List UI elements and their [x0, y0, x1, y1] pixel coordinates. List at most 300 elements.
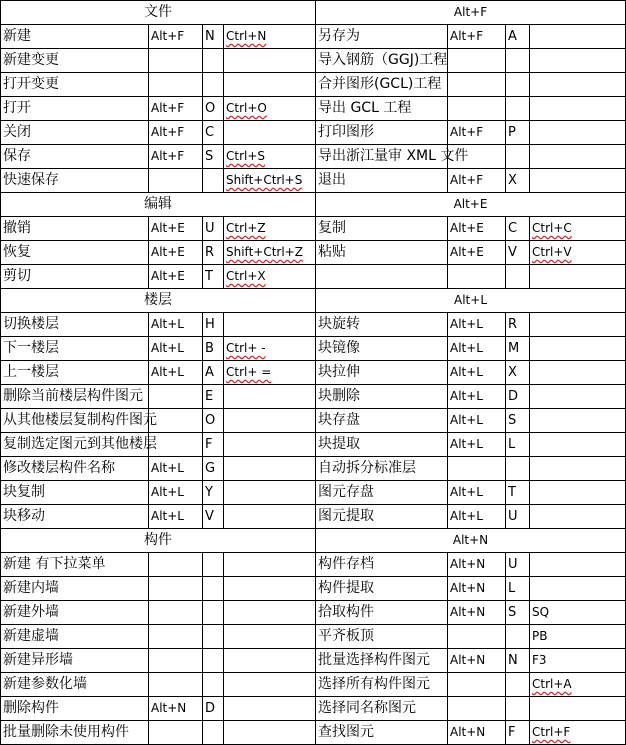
- menu-modifier-text: Alt+F: [151, 29, 185, 43]
- access-key: [506, 169, 530, 193]
- access-key-text: Y: [205, 485, 213, 500]
- access-key: [203, 577, 224, 601]
- menu-modifier: [448, 313, 506, 337]
- menu-modifier-text: Alt+L: [450, 365, 483, 379]
- shortcut-key: [530, 649, 626, 673]
- access-key-text: A: [508, 29, 517, 44]
- command-name-text: 另存为: [318, 28, 360, 44]
- shortcut-key: [530, 265, 626, 289]
- access-key-text: O: [205, 101, 216, 116]
- shortcut-key-text: Shift+Ctrl+S: [226, 173, 303, 187]
- shortcut-key-text: PB: [532, 629, 548, 643]
- access-key: [203, 601, 224, 625]
- menu-modifier: [448, 577, 506, 601]
- section-header-row: [1, 193, 626, 217]
- menu-modifier-text: Alt+L: [450, 389, 483, 403]
- command-name-text: 新建 有下拉菜单: [3, 556, 106, 572]
- shortcut-key-text: Shift+Ctrl+Z: [226, 245, 303, 259]
- access-key: [203, 49, 224, 73]
- command-name: [1, 697, 149, 721]
- command-name-text: 新建变更: [3, 52, 59, 68]
- access-key: [203, 457, 224, 481]
- menu-modifier: [448, 433, 506, 457]
- menu-modifier: [149, 145, 203, 169]
- menu-modifier-text: Alt+E: [151, 245, 185, 259]
- command-name-text: 删除构件: [3, 700, 59, 716]
- menu-modifier-text: Alt+E: [151, 221, 185, 235]
- command-name: [316, 385, 448, 409]
- shortcut-key: [530, 553, 626, 577]
- table-row: [1, 673, 626, 697]
- access-key-text: D: [508, 389, 519, 404]
- menu-modifier: [149, 121, 203, 145]
- section-shortcut: Alt+E: [316, 193, 626, 217]
- access-key-text: T: [205, 269, 213, 284]
- shortcut-key: [530, 385, 626, 409]
- shortcut-key-text: SQ: [532, 605, 550, 619]
- shortcut-key: [224, 169, 316, 193]
- access-key: [506, 361, 530, 385]
- command-name: [1, 241, 149, 265]
- menu-modifier: [149, 481, 203, 505]
- command-name: [316, 241, 448, 265]
- table-row: [1, 481, 626, 505]
- command-name: [316, 601, 448, 625]
- shortcut-key: [530, 409, 626, 433]
- access-key: [506, 313, 530, 337]
- section-header-row: [1, 529, 626, 553]
- access-key-text: C: [205, 125, 215, 140]
- access-key: [203, 217, 224, 241]
- shortcut-key: [224, 505, 316, 529]
- access-key-text: O: [205, 413, 216, 428]
- menu-modifier: [149, 457, 203, 481]
- menu-modifier: [149, 649, 203, 673]
- menu-modifier-text: Alt+L: [151, 365, 184, 379]
- table-row: [1, 625, 626, 649]
- table-row: [1, 217, 626, 241]
- command-name: [1, 97, 149, 121]
- command-name: [316, 457, 448, 481]
- shortcut-key: [224, 577, 316, 601]
- table-row: [1, 121, 626, 145]
- command-name: [316, 337, 448, 361]
- table-row: [1, 169, 626, 193]
- access-key: [203, 433, 224, 457]
- table-row: [1, 721, 626, 745]
- access-key: [203, 673, 224, 697]
- menu-modifier: [448, 337, 506, 361]
- menu-modifier: [149, 577, 203, 601]
- command-name-text: 块旋转: [318, 316, 360, 332]
- shortcut-key: [530, 313, 626, 337]
- menu-modifier: [448, 553, 506, 577]
- command-name-text: 恢复: [3, 244, 31, 260]
- menu-modifier-text: Alt+N: [450, 725, 486, 739]
- shortcut-key: [530, 49, 626, 73]
- access-key-text: H: [205, 317, 215, 332]
- access-key: [203, 721, 224, 745]
- menu-modifier-text: Alt+L: [151, 485, 184, 499]
- table-row: [1, 25, 626, 49]
- shortcut-key-text: F3: [532, 653, 547, 667]
- access-key: [203, 265, 224, 289]
- command-name: [1, 409, 157, 433]
- command-name: [1, 265, 149, 289]
- command-name-text: 撤销: [3, 220, 31, 236]
- access-key: [506, 625, 530, 649]
- access-key-text: F: [205, 437, 213, 452]
- command-name-text: 从其他楼层复制构件图元: [3, 412, 157, 428]
- command-name: [1, 169, 149, 193]
- access-key: [506, 265, 530, 289]
- command-name-text: 块删除: [318, 388, 360, 404]
- table-row: [1, 337, 626, 361]
- access-key: [506, 385, 530, 409]
- command-name-text: 新建异形墙: [3, 652, 73, 668]
- command-name-text: 构件提取: [318, 580, 374, 596]
- access-key: [506, 553, 530, 577]
- command-name: [316, 361, 448, 385]
- access-key-text: N: [508, 653, 518, 668]
- shortcut-key: [224, 121, 316, 145]
- command-name: [316, 433, 448, 457]
- section-title: 编辑: [1, 193, 316, 217]
- menu-modifier: [149, 601, 203, 625]
- access-key: [203, 481, 224, 505]
- shortcut-key: [530, 241, 626, 265]
- shortcut-key: [530, 169, 626, 193]
- access-key: [506, 721, 530, 745]
- menu-modifier: [149, 169, 203, 193]
- access-key-text: S: [205, 149, 214, 164]
- access-key: [203, 361, 224, 385]
- menu-modifier-text: Alt+F: [151, 125, 185, 139]
- command-name: [1, 217, 149, 241]
- command-name-text: 块镜像: [318, 340, 360, 356]
- table-row: [1, 241, 626, 265]
- access-key: [506, 337, 530, 361]
- shortcut-key: [530, 217, 626, 241]
- command-name: [1, 457, 149, 481]
- shortcut-key-text: Ctrl+F: [532, 725, 571, 739]
- access-key-text: L: [508, 437, 516, 452]
- menu-modifier: [149, 49, 203, 73]
- table-row: [1, 505, 626, 529]
- shortcut-key: [530, 721, 626, 745]
- section-header-row: [1, 1, 626, 25]
- table-row: [1, 73, 626, 97]
- table-row: [1, 145, 626, 169]
- menu-modifier-text: Alt+L: [450, 341, 483, 355]
- shortcut-key: [530, 361, 626, 385]
- command-name: [316, 97, 448, 121]
- access-key: [203, 385, 224, 409]
- menu-modifier: [149, 505, 203, 529]
- access-key: [203, 697, 224, 721]
- command-name-text: 修改楼层构件名称: [3, 460, 115, 476]
- menu-modifier-text: Alt+N: [450, 605, 486, 619]
- command-name: [316, 217, 448, 241]
- section-title: 楼层: [1, 289, 316, 313]
- command-name: [316, 577, 448, 601]
- menu-modifier: [448, 217, 506, 241]
- command-name-text: 下一楼层: [3, 340, 59, 356]
- command-name: [1, 145, 149, 169]
- shortcut-key: [224, 97, 316, 121]
- menu-modifier: [149, 721, 203, 745]
- section-header-row: [1, 289, 626, 313]
- shortcut-key: [530, 97, 626, 121]
- access-key: [203, 409, 224, 433]
- access-key-text: A: [205, 365, 214, 380]
- command-name-text: 块拉伸: [318, 364, 360, 380]
- menu-modifier: [448, 673, 506, 697]
- command-name: [1, 361, 149, 385]
- access-key-text: B: [205, 341, 214, 356]
- shortcut-key: [224, 457, 316, 481]
- menu-modifier: [448, 265, 506, 289]
- command-name: [316, 73, 448, 97]
- menu-modifier-text: Alt+L: [450, 509, 483, 523]
- shortcut-key: [224, 49, 316, 73]
- command-name: [1, 481, 149, 505]
- access-key-text: R: [508, 317, 518, 332]
- command-name-text: 复制: [318, 220, 346, 236]
- command-name: [1, 25, 149, 49]
- access-key: [506, 217, 530, 241]
- menu-modifier-text: Alt+E: [151, 269, 185, 283]
- menu-modifier: [448, 49, 506, 73]
- menu-modifier: [448, 121, 506, 145]
- command-name: [316, 169, 448, 193]
- access-key-text: U: [205, 221, 215, 236]
- menu-modifier-text: Alt+L: [151, 341, 184, 355]
- command-name: [1, 625, 149, 649]
- access-key: [506, 505, 530, 529]
- access-key: [506, 145, 530, 169]
- command-name: [316, 145, 469, 169]
- menu-modifier: [149, 217, 203, 241]
- access-key-text: U: [508, 509, 518, 524]
- access-key: [203, 553, 224, 577]
- command-name: [1, 505, 149, 529]
- shortcut-key: [224, 649, 316, 673]
- menu-modifier-text: Alt+L: [450, 485, 483, 499]
- shortcut-key: [530, 121, 626, 145]
- command-name: [316, 625, 448, 649]
- shortcut-key-text: Ctrl+ =: [226, 365, 272, 379]
- table-row: [1, 697, 626, 721]
- access-key-text: M: [508, 341, 520, 356]
- menu-modifier-text: Alt+L: [450, 317, 483, 331]
- command-name: [316, 697, 448, 721]
- command-name-text: 批量删除未使用构件: [3, 724, 129, 740]
- access-key: [506, 49, 530, 73]
- shortcut-key: [224, 73, 316, 97]
- access-key: [203, 505, 224, 529]
- menu-modifier-text: Alt+F: [450, 173, 484, 187]
- command-name-text: 复制选定图元到其他楼层: [3, 436, 157, 452]
- command-name: [316, 25, 448, 49]
- access-key: [506, 433, 530, 457]
- menu-modifier-text: Alt+L: [450, 413, 483, 427]
- command-name-text: 查找图元: [318, 724, 374, 740]
- menu-modifier: [448, 361, 506, 385]
- access-key: [506, 409, 530, 433]
- access-key: [506, 73, 530, 97]
- command-name-text: 新建外墙: [3, 604, 59, 620]
- menu-modifier: [448, 721, 506, 745]
- access-key: [203, 169, 224, 193]
- menu-modifier: [448, 505, 506, 529]
- command-name: [316, 721, 448, 745]
- table-row: [1, 649, 626, 673]
- shortcut-key: [530, 481, 626, 505]
- menu-modifier: [149, 73, 203, 97]
- shortcut-key: [530, 457, 626, 481]
- access-key: [506, 601, 530, 625]
- command-name-text: 图元提取: [318, 508, 374, 524]
- command-name-text: 新建虚墙: [3, 628, 59, 644]
- shortcut-key: [530, 625, 626, 649]
- table-row: [1, 433, 626, 457]
- menu-modifier: [149, 385, 203, 409]
- menu-modifier: [448, 697, 506, 721]
- shortcut-key: [224, 337, 316, 361]
- command-name-text: 退出: [318, 172, 346, 188]
- command-name: [316, 553, 448, 577]
- command-name-text: 导入钢筋（GGJ)工程: [318, 52, 448, 68]
- access-key: [203, 97, 224, 121]
- shortcut-key-text: Ctrl+O: [226, 101, 267, 115]
- table-row: [1, 601, 626, 625]
- shortcut-key: [224, 481, 316, 505]
- command-name-text: 关闭: [3, 124, 31, 140]
- access-key: [506, 241, 530, 265]
- access-key-text: F: [508, 725, 516, 740]
- menu-modifier: [448, 409, 506, 433]
- shortcut-key: [530, 697, 626, 721]
- access-key: [506, 97, 530, 121]
- shortcut-key: [224, 673, 316, 697]
- menu-modifier: [448, 649, 506, 673]
- shortcut-key-text: Ctrl+S: [226, 149, 266, 163]
- menu-modifier: [448, 241, 506, 265]
- menu-modifier: [149, 697, 203, 721]
- menu-modifier-text: Alt+N: [450, 557, 486, 571]
- menu-modifier: [149, 625, 203, 649]
- access-key: [203, 241, 224, 265]
- section-title: 文件: [1, 1, 316, 25]
- menu-modifier: [448, 97, 506, 121]
- access-key: [203, 25, 224, 49]
- command-name-text: 块移动: [3, 508, 45, 524]
- shortcut-key: [530, 25, 626, 49]
- menu-modifier-text: Alt+F: [151, 101, 185, 115]
- command-name-text: 剪切: [3, 268, 31, 284]
- section-shortcut: Alt+L: [316, 289, 626, 313]
- shortcut-key: [224, 721, 316, 745]
- command-name-text: 新建内墙: [3, 580, 59, 596]
- shortcut-key-text: Ctrl+N: [226, 29, 267, 43]
- command-name-text: 上一楼层: [3, 364, 59, 380]
- command-name: [1, 649, 149, 673]
- table-row: [1, 385, 626, 409]
- command-name: [1, 433, 157, 457]
- access-key: [506, 25, 530, 49]
- access-key-text: U: [508, 557, 518, 572]
- menu-modifier: [149, 97, 203, 121]
- command-name: [316, 49, 448, 73]
- command-name: [1, 73, 149, 97]
- access-key-text: E: [205, 389, 214, 404]
- menu-modifier-text: Alt+L: [151, 317, 184, 331]
- shortcut-key: [530, 337, 626, 361]
- shortcut-key-text: Ctrl+A: [532, 677, 572, 691]
- shortcut-key: [224, 385, 316, 409]
- table-row: [1, 361, 626, 385]
- command-name: [1, 577, 149, 601]
- access-key-text: D: [205, 701, 216, 716]
- menu-modifier-text: Alt+F: [151, 149, 185, 163]
- access-key: [203, 121, 224, 145]
- shortcut-key: [224, 433, 316, 457]
- access-key: [203, 145, 224, 169]
- access-key-text: L: [508, 581, 516, 596]
- menu-modifier: [448, 481, 506, 505]
- shortcut-table-body: [1, 1, 626, 745]
- shortcut-key: [530, 73, 626, 97]
- command-name: [1, 721, 149, 745]
- shortcut-key: [530, 505, 626, 529]
- shortcut-key: [224, 361, 316, 385]
- shortcut-key: [224, 625, 316, 649]
- command-name: [316, 505, 448, 529]
- access-key: [203, 625, 224, 649]
- command-name-text: 图元存盘: [318, 484, 374, 500]
- command-name-text: 拾取构件: [318, 604, 374, 620]
- menu-modifier: [448, 625, 506, 649]
- access-key: [506, 697, 530, 721]
- access-key-text: G: [205, 461, 216, 476]
- menu-modifier-text: Alt+N: [151, 701, 187, 715]
- command-name-text: 打开变更: [3, 76, 59, 92]
- shortcut-key-text: Ctrl+V: [532, 245, 572, 259]
- access-key: [203, 73, 224, 97]
- menu-modifier-text: Alt+L: [151, 461, 184, 475]
- menu-modifier: [149, 25, 203, 49]
- section-title: 构件: [1, 529, 316, 553]
- command-name-text: 保存: [3, 148, 31, 164]
- table-row: [1, 97, 626, 121]
- shortcut-key-text: Ctrl+ -: [226, 341, 266, 355]
- menu-modifier: [149, 337, 203, 361]
- menu-modifier: [149, 361, 203, 385]
- command-name-text: 快速保存: [3, 172, 59, 188]
- shortcut-key: [224, 241, 316, 265]
- command-name-text: 切换楼层: [3, 316, 59, 332]
- command-name-text: 块复制: [3, 484, 45, 500]
- menu-modifier-text: Alt+N: [450, 581, 486, 595]
- shortcut-key: [224, 553, 316, 577]
- command-name-text: 合并图形(GCL)工程: [318, 76, 442, 92]
- menu-modifier: [149, 553, 203, 577]
- command-name-text: 打印图形: [318, 124, 374, 140]
- menu-modifier-text: Alt+F: [450, 125, 484, 139]
- command-name: [1, 385, 149, 409]
- access-key: [506, 649, 530, 673]
